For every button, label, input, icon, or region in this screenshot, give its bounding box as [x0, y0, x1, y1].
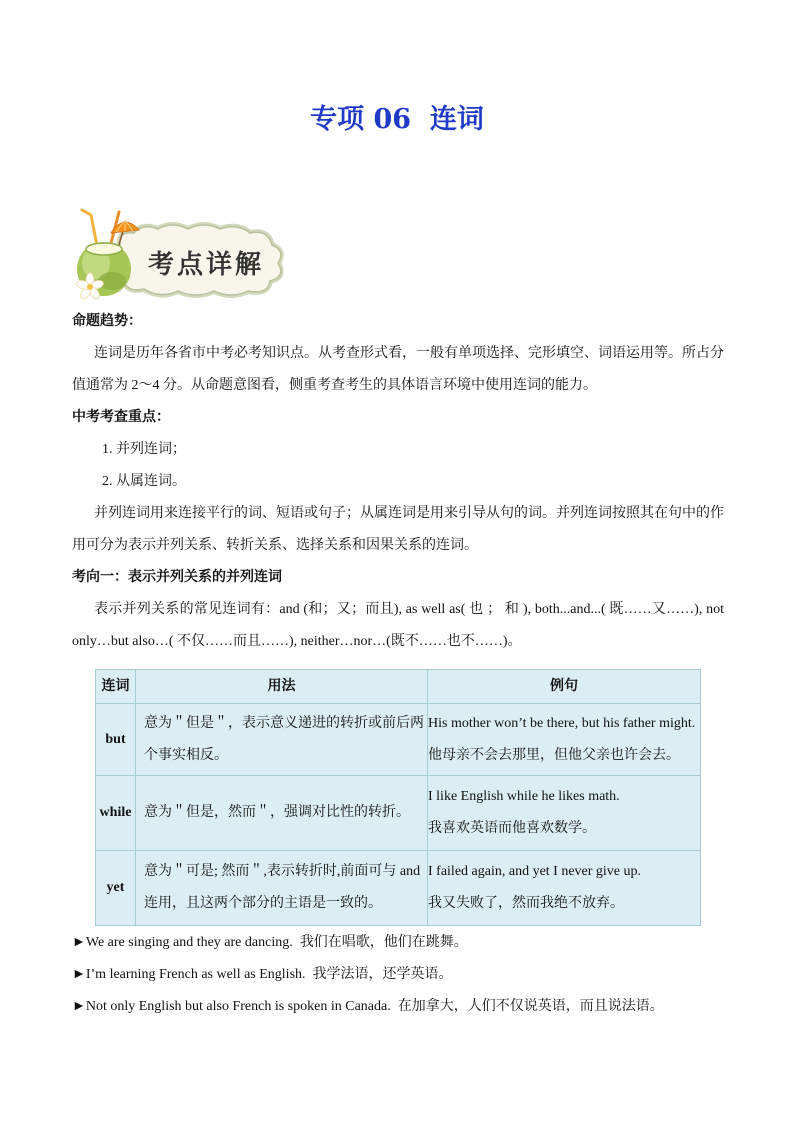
header-usage: 用法 — [136, 670, 428, 704]
trend-paragraph: 连词是历年各省市中考必考知识点。从考查形式看，一般有单项选择、完形填空、词语运用等。所占分值通常为 2～4 分。从命题意图看，侧重考查考生的具体语言环境中使用连词的能力。 — [72, 346, 724, 393]
row-usage: 意为＂但是＂，表示意义递进的转折或前后两个事实相反。 — [136, 704, 428, 776]
header-word: 连词 — [96, 670, 136, 704]
document-body — [72, 306, 724, 1023]
page-title: 专项 06 连词 — [310, 104, 484, 135]
table-row — [96, 704, 701, 776]
row-usage: 意为＂但是，然而＂，强调对比性的转折。 — [136, 776, 428, 851]
focus-heading: 中考考查重点： — [72, 410, 170, 425]
section-intro: 表示并列关系的常见连词有：and (和；又；而且), as well as( 也 ； 和 ), both...and...( 既……又……), not only…but also…( 不仅……而且……), neither…nor…(既不……也不……)。 — [72, 602, 724, 649]
section-heading: 考向一：表示并列关系的并列连词 — [72, 570, 282, 585]
table-row — [96, 851, 701, 926]
section-banner — [72, 205, 292, 300]
row-example — [428, 776, 701, 851]
row-word: yet — [96, 851, 136, 926]
example-english: I failed again, and yet I never give up. — [428, 864, 642, 879]
banner-label: 考点详解 — [148, 250, 265, 280]
example-sentence: ►Not only English but also French is spoken in Canada. 在加拿大，人们不仅说英语，而且说法语。 — [72, 999, 664, 1014]
row-example — [428, 851, 701, 926]
header-example: 例句 — [428, 670, 701, 704]
conjunction-table — [95, 669, 701, 926]
table-header-row — [96, 670, 701, 704]
example-chinese: 我又失败了，然而我绝不放弃。 — [428, 896, 624, 911]
focus-paragraph: 并列连词用来连接平行的词、短语或句子；从属连词是用来引导从句的词。并列连词按照其在句中的作用可分为表示并列关系、转折关系、选择关系和因果关系的连词。 — [72, 506, 724, 553]
focus-item: 2. 从属连词。 — [102, 474, 186, 489]
row-usage: 意为＂可是; 然而＂,表示转折时,前面可与 and 连用，且这两个部分的主语是一致的。 — [136, 851, 428, 926]
section-banner-art — [72, 205, 292, 300]
example-sentence: ►We are singing and they are dancing. 我们在唱歌，他们在跳舞。 — [72, 935, 468, 950]
focus-item: 1. 并列连词； — [102, 442, 186, 457]
example-sentence: ►I’m learning French as well as English. 我学法语，还学英语。 — [72, 967, 453, 982]
row-word: but — [96, 704, 136, 776]
row-example — [428, 704, 701, 776]
example-sentences — [72, 927, 724, 1023]
example-chinese: 我喜欢英语而他喜欢数学。 — [428, 821, 596, 836]
example-chinese: 他母亲不会去那里，但他父亲也许会去。 — [428, 747, 680, 763]
table-row — [96, 776, 701, 851]
row-word: while — [96, 776, 136, 851]
trend-heading: 命题趋势： — [72, 314, 142, 329]
example-english: I like English while he likes math. — [428, 789, 620, 804]
example-english: His mother won’t be there, but his father might. — [428, 715, 696, 731]
